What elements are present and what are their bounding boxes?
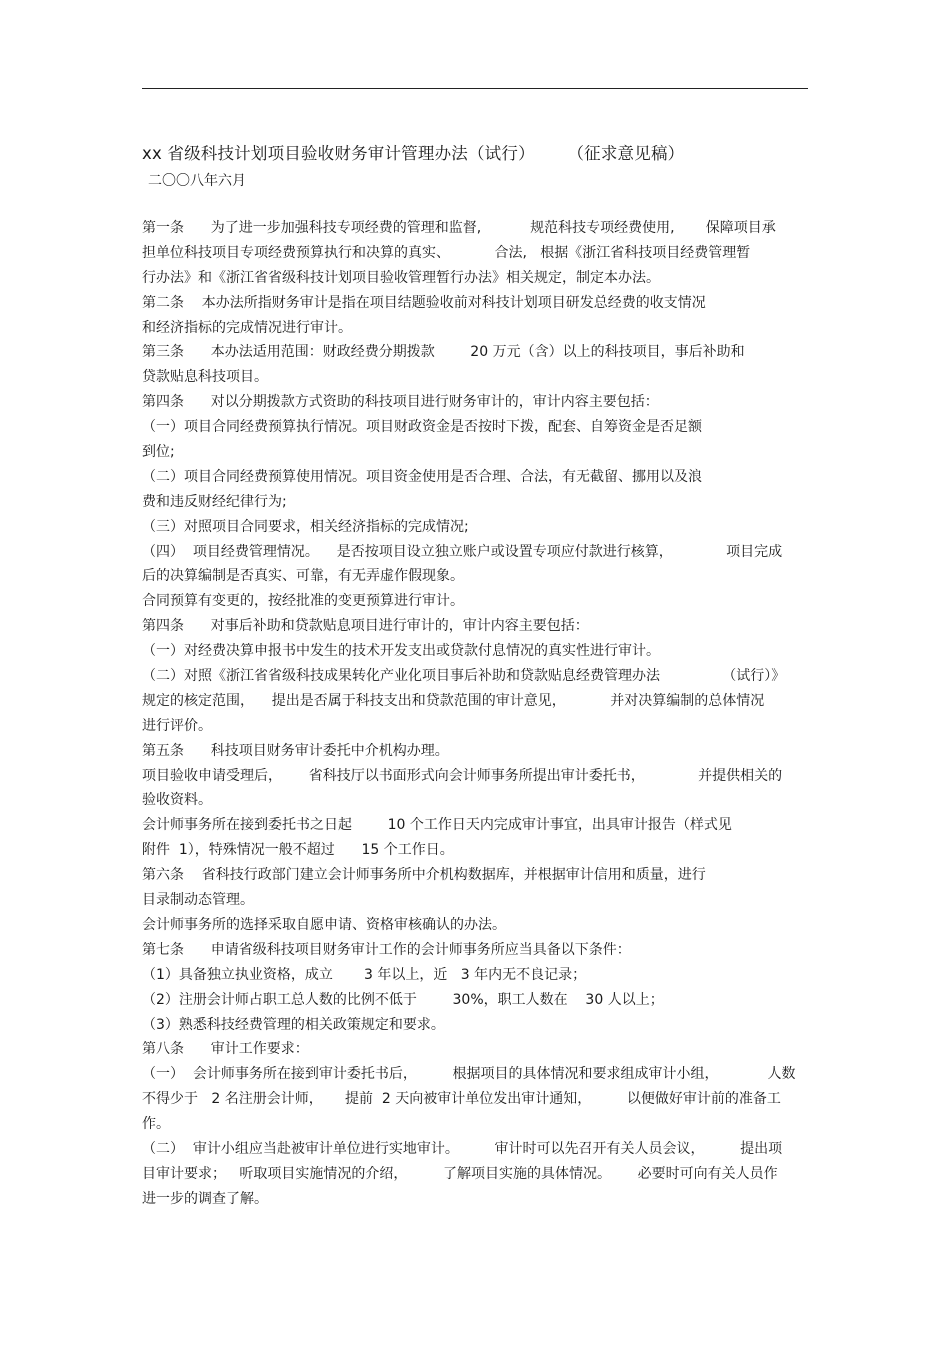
header-rule [142, 88, 808, 89]
body-line: （3）熟悉科技经费管理的相关政策规定和要求。 [142, 1016, 445, 1033]
body-line: 规定的核定范围， 提出是否属于科技支出和贷款范围的审计意见， 并对决算编制的总体情况 [142, 692, 765, 709]
body-line: 进行评价。 [142, 717, 212, 734]
body-line: （一） 会计师事务所在接到审计委托书后， 根据项目的具体情况和要求组成审计小组， 人数 [142, 1066, 796, 1083]
body-line: （三）对照项目合同要求，相关经济指标的完成情况; [142, 518, 469, 535]
body-line: （一）对经费决算申报书中发生的技术开发支出或贷款付息情况的真实性进行审计。 [142, 643, 660, 660]
body-line: 第六条 省科技行政部门建立会计师事务所中介机构数据库，并根据审计信用和质量，进行 [142, 867, 706, 884]
body-line: （1）具备独立执业资格，成立 3 年以上，近 3 年内无不良记录； [142, 966, 587, 983]
body-line: 目录制动态管理。 [142, 892, 254, 909]
body-line: 作。 [142, 1116, 170, 1133]
body-line: 第四条 对以分期拨款方式资助的科技项目进行财务审计的，审计内容主要包括： [142, 394, 659, 411]
body-line: （二）项目合同经费预算使用情况。项目资金使用是否合理、合法，有无截留、挪用以及浪 [142, 468, 702, 485]
body-line: 第一条 为了进一步加强科技专项经费的管理和监督, 规范科技专项经费使用, 保障项目承 [142, 220, 776, 236]
body-line: 第七条 申请省级科技项目财务审计工作的会计师事务所应当具备以下条件： [142, 941, 631, 958]
body-line: 第八条 审计工作要求： [142, 1041, 309, 1058]
document-date: 二〇〇八年六月 [148, 173, 246, 189]
body-line: 会计师事务所在接到委托书之日起 10 个工作日天内完成审计事宜，出具审计报告（样式见 [142, 817, 732, 834]
body-line: 不得少于 2 名注册会计师， 提前 2 天向被审计单位发出审计通知， 以便做好审计前的准备工 [142, 1091, 781, 1108]
body-line: 后的决算编制是否真实、可靠，有无弄虚作假现象。 [142, 568, 464, 585]
body-line: 目审计要求； 听取项目实施情况的介绍， 了解项目实施的具体情况。 必要时可向有关人员作 [142, 1165, 778, 1182]
body-line: 和经济指标的完成情况进行审计。 [142, 319, 352, 336]
body-line: 会计师事务所的选择采取自愿申请、资格审核确认的办法。 [142, 916, 506, 933]
body-line: 合同预算有变更的，按经批准的变更预算进行审计。 [142, 593, 464, 610]
body-line: 验收资料。 [142, 792, 212, 809]
body-line: （四） 项目经费管理情况。 是否按项目设立独立账户或设置专项应付款进行核算， 项目完成 [142, 543, 783, 560]
body-line: （一）项目合同经费预算执行情况。项目财政资金是否按时下拨，配套、自筹资金是否足额 [142, 419, 702, 436]
body-line: 进一步的调查了解。 [142, 1190, 268, 1207]
document-title: xx 省级科技计划项目验收财务审计管理办法（试行） （征求意见稿） [142, 144, 685, 163]
body-line: 费和违反财经纪律行为; [142, 493, 287, 510]
body-line: （二） 审计小组应当赴被审计单位进行实地审计。 审计时可以先召开有关人员会议， 提出项 [142, 1140, 783, 1157]
body-line: （2）注册会计师占职工总人数的比例不低于 30%，职工人数在 30 人以上； [142, 991, 664, 1008]
body-line: 项目验收申请受理后， 省科技厅以书面形式向会计师事务所提出审计委托书， 并提供相关的 [142, 767, 783, 784]
body-line: 第三条 本办法适用范围：财政经费分期拨款 20 万元（含）以上的科技项目，事后补助和 [142, 344, 745, 361]
body-line: 贷款贴息科技项目。 [142, 369, 268, 386]
body-line: 第四条 对事后补助和贷款贴息项目进行审计的，审计内容主要包括： [142, 618, 589, 635]
body-line: 第五条 科技项目财务审计委托中介机构办理。 [142, 742, 449, 759]
body-line: 第二条 本办法所指财务审计是指在项目结题验收前对科技计划项目研发总经费的收支情况 [142, 294, 706, 311]
body-line: （二）对照《浙江省省级科技成果转化产业化项目事后补助和贷款贴息经费管理办法 （试行）》 [142, 668, 786, 685]
body-line: 到位; [142, 444, 175, 461]
body-line: 附件 1），特殊情况一般不超过 15 个工作日。 [142, 842, 454, 859]
body-line: 担单位科技项目专项经费预算执行和决算的真实、 合法, 根据《浙江省科技项目经费管理暂 [142, 244, 751, 261]
body-line: 行办法》和《浙江省省级科技计划项目验收管理暂行办法》相关规定，制定本办法。 [142, 269, 660, 286]
document-body [142, 216, 842, 1212]
